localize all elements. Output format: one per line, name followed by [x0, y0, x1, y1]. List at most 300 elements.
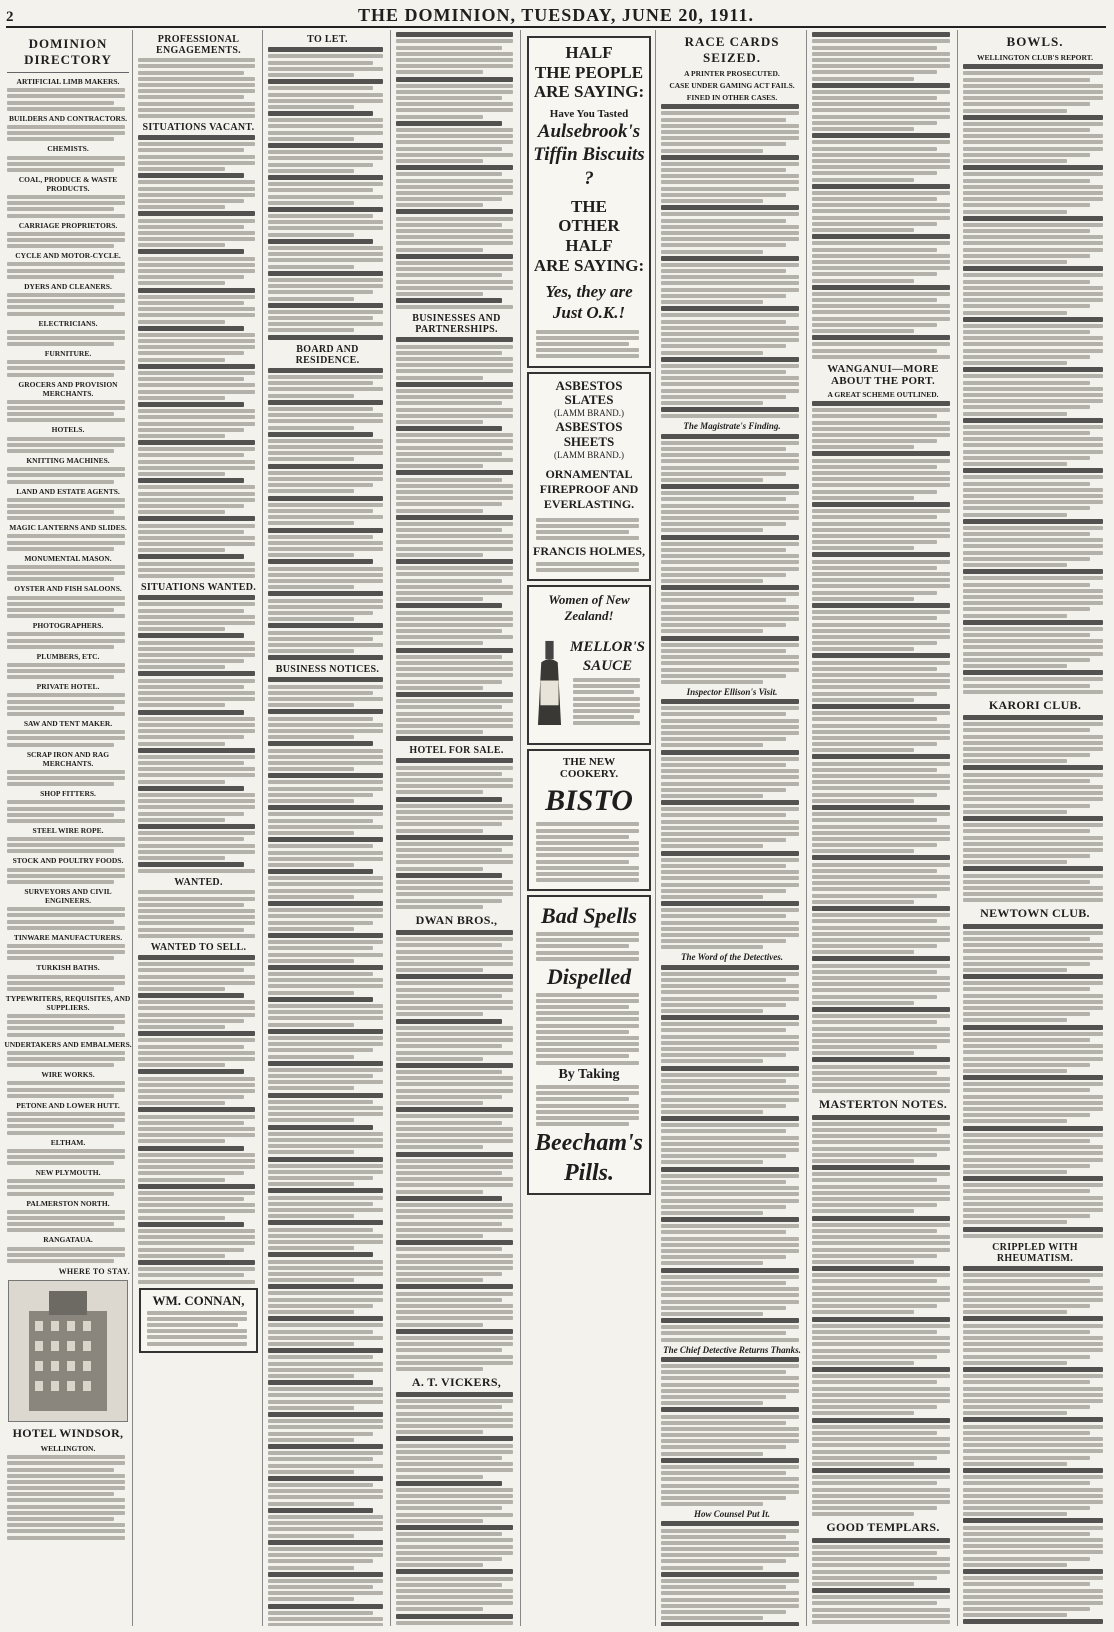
text-line — [396, 1304, 513, 1308]
text-line — [138, 837, 244, 841]
text-line — [661, 914, 786, 918]
text-line — [138, 703, 225, 707]
text-line — [268, 528, 383, 533]
text-line — [661, 516, 799, 520]
text-line — [396, 566, 513, 570]
text-line — [268, 297, 354, 301]
text-line — [268, 1298, 383, 1302]
text-line — [268, 477, 383, 481]
text-line — [138, 1083, 255, 1087]
text-line — [963, 1613, 1067, 1617]
text-line — [963, 381, 1090, 385]
text-line — [7, 541, 125, 545]
text-line — [268, 991, 354, 995]
text-line — [812, 1506, 937, 1510]
text-line — [138, 167, 225, 171]
text-line — [138, 1184, 255, 1189]
text-line — [396, 1032, 513, 1036]
text-line — [536, 951, 639, 955]
directory-section-heading: STEEL WIRE ROPE. — [32, 825, 104, 835]
text-line — [268, 515, 383, 519]
tiffin-biscuits: Tiffin Biscuits — [533, 144, 645, 166]
text-line — [396, 937, 513, 941]
text-line — [7, 516, 125, 520]
text-line — [138, 562, 255, 566]
text-line — [268, 509, 373, 513]
text-line — [138, 1031, 255, 1036]
text-line — [661, 972, 799, 976]
text-line — [396, 1532, 502, 1536]
text-line — [963, 607, 1090, 611]
text-line — [138, 345, 255, 349]
text-line — [812, 730, 950, 734]
text-line — [396, 1127, 513, 1131]
text-line — [396, 816, 513, 820]
text-line — [396, 641, 483, 645]
text-line — [138, 761, 244, 765]
text-line — [396, 273, 502, 277]
text-line — [138, 981, 255, 985]
text-line — [138, 1077, 255, 1081]
text-line — [7, 547, 114, 551]
text-line — [7, 868, 125, 872]
text-line — [7, 336, 125, 340]
text-line — [396, 102, 513, 106]
text-line — [963, 1279, 1090, 1283]
text-line — [268, 567, 383, 571]
text-line — [7, 101, 114, 105]
text-line — [963, 349, 1103, 353]
text-line — [138, 1051, 255, 1055]
text-line — [268, 978, 383, 982]
text-line — [661, 168, 786, 172]
text-line — [138, 1127, 255, 1131]
text-line — [661, 1610, 786, 1614]
text-line — [963, 810, 1067, 814]
text-line — [812, 774, 950, 778]
text-line — [396, 1114, 513, 1118]
text-line — [963, 1025, 1103, 1030]
text-line — [268, 1451, 383, 1455]
text-line — [268, 735, 354, 739]
text-line — [812, 970, 937, 974]
text-line — [268, 1055, 354, 1059]
text-line — [268, 1336, 383, 1340]
text-line — [268, 1604, 383, 1609]
text-line — [268, 697, 383, 701]
text-line — [138, 199, 244, 203]
text-line — [963, 1202, 1103, 1206]
text-line — [396, 880, 513, 884]
text-line — [396, 490, 513, 494]
text-line — [7, 1455, 125, 1459]
text-line — [268, 709, 383, 714]
text-line — [396, 1418, 513, 1422]
text-line — [661, 921, 799, 925]
text-line — [396, 1145, 483, 1149]
text-line — [396, 401, 502, 405]
text-line — [396, 1026, 513, 1030]
text-line — [138, 377, 244, 381]
text-line — [138, 249, 244, 254]
text-line — [963, 1488, 1103, 1492]
hotel-town: WELLINGTON. — [40, 1443, 96, 1453]
text-line — [268, 93, 383, 97]
text-line — [268, 1029, 383, 1034]
text-line — [268, 946, 373, 950]
text-line — [138, 326, 244, 331]
text-line — [7, 956, 114, 960]
text-line — [268, 79, 383, 84]
text-line — [396, 867, 483, 871]
directory-section-heading: GROCERS AND PROVISION MERCHANTS. — [18, 379, 118, 398]
text-line — [268, 47, 383, 52]
text-line — [661, 414, 799, 418]
text-line — [812, 502, 950, 507]
text-line — [963, 886, 1103, 890]
text-line — [7, 843, 125, 847]
text-line — [661, 1331, 786, 1335]
text-line — [661, 1604, 799, 1608]
text-line — [963, 513, 1067, 517]
text-line — [138, 89, 255, 93]
text-line — [812, 641, 937, 645]
text-line — [963, 551, 1103, 555]
text-line — [812, 133, 950, 138]
text-line — [661, 504, 799, 508]
text-line — [396, 1063, 513, 1068]
page-number: 2 — [6, 9, 14, 25]
text-line — [963, 866, 1103, 871]
text-line — [963, 1113, 1090, 1117]
text-line — [661, 162, 799, 166]
text-line — [7, 1222, 114, 1226]
asbestos-sheets: ASBESTOS SHEETS — [555, 418, 623, 449]
text-line — [661, 883, 799, 887]
text-line — [7, 366, 125, 370]
text-line — [268, 643, 383, 647]
text-line — [963, 1063, 1090, 1067]
text-line — [963, 645, 1103, 649]
text-line — [138, 1178, 225, 1182]
text-line — [138, 1019, 244, 1023]
text-line — [661, 1395, 786, 1399]
text-line — [661, 712, 786, 716]
text-line — [268, 220, 383, 224]
text-line — [396, 458, 513, 462]
dispelled: Dispelled — [546, 963, 632, 989]
text-line — [268, 1182, 354, 1186]
text-line — [812, 102, 950, 106]
text-line — [963, 1462, 1067, 1466]
text-line — [661, 459, 799, 463]
text-line — [536, 872, 639, 876]
text-line — [268, 655, 383, 660]
text-line — [661, 813, 786, 817]
text-line — [661, 1471, 786, 1475]
directory-section-heading: UNDERTAKERS AND EMBALMERS. — [4, 1039, 132, 1049]
chief-detective-thanks: The Chief Detective Returns Thanks. — [663, 1344, 801, 1355]
text-line — [812, 995, 937, 999]
text-line — [661, 136, 799, 140]
text-line — [661, 1047, 799, 1051]
text-line — [661, 1616, 763, 1620]
text-line — [268, 605, 383, 609]
text-line — [536, 336, 639, 340]
text-line — [396, 572, 513, 576]
text-line — [138, 723, 255, 727]
text-line — [138, 1057, 255, 1061]
text-line — [268, 1228, 373, 1232]
text-line — [661, 1243, 799, 1247]
text-line — [963, 172, 1103, 176]
text-line — [963, 557, 1090, 561]
bisto-brand: BISTO — [545, 783, 633, 817]
text-line — [661, 320, 786, 324]
text-line — [812, 1349, 950, 1353]
directory-section-heading: DYERS AND CLEANERS. — [24, 281, 112, 291]
text-line — [812, 534, 950, 538]
text-line — [963, 1310, 1067, 1314]
text-line — [661, 1598, 799, 1602]
text-line — [396, 32, 513, 37]
text-line — [396, 1012, 483, 1016]
text-line — [268, 1400, 383, 1404]
text-line — [963, 286, 1103, 290]
text-line — [138, 243, 225, 247]
text-line — [138, 903, 244, 907]
text-line — [812, 46, 937, 50]
text-line — [7, 950, 125, 954]
text-line — [963, 601, 1103, 605]
text-line — [661, 1199, 799, 1203]
text-line — [963, 1069, 1067, 1073]
text-line — [7, 262, 125, 266]
text-line — [812, 546, 914, 550]
directory-section-heading: OYSTER AND FISH SALOONS. — [14, 584, 122, 594]
text-line — [396, 1316, 513, 1320]
text-line — [268, 1036, 383, 1040]
text-line — [812, 900, 914, 904]
text-line — [396, 1500, 513, 1504]
text-line — [138, 773, 255, 777]
connan-advertisement — [139, 1288, 258, 1353]
text-line — [963, 1139, 1090, 1143]
text-line — [661, 1192, 799, 1196]
text-line — [812, 121, 937, 125]
text-line — [812, 203, 950, 207]
text-line — [138, 211, 255, 216]
text-line — [138, 595, 255, 600]
text-line — [7, 269, 125, 273]
text-line — [661, 1142, 799, 1146]
text-line — [396, 692, 513, 697]
text-line — [812, 780, 950, 784]
text-line — [963, 1544, 1103, 1548]
text-line — [536, 993, 639, 997]
text-line — [138, 402, 244, 407]
text-line — [661, 199, 763, 203]
text-line — [7, 293, 125, 297]
text-line — [7, 736, 125, 740]
text-line — [812, 919, 937, 923]
text-line — [963, 1380, 1090, 1384]
text-line — [7, 1228, 125, 1232]
text-line — [812, 591, 937, 595]
text-line — [268, 73, 354, 77]
text-line — [138, 685, 244, 689]
text-line — [138, 602, 255, 606]
directory-section-heading: LAND AND ESTATE AGENTS. — [16, 486, 120, 496]
text-line — [963, 968, 1067, 972]
text-line — [812, 736, 950, 740]
text-line — [138, 281, 225, 285]
text-line — [396, 1292, 513, 1296]
text-line — [812, 1014, 950, 1018]
text-line — [396, 705, 502, 709]
text-line — [812, 926, 950, 930]
text-line — [396, 1006, 513, 1010]
text-line — [138, 275, 244, 279]
text-line — [268, 471, 383, 475]
text-line — [661, 1085, 799, 1089]
column-race-cards — [658, 30, 807, 1626]
text-line — [138, 180, 255, 184]
text-line — [7, 480, 114, 484]
text-line — [138, 805, 255, 809]
text-line — [268, 1042, 383, 1046]
text-line — [963, 538, 1103, 542]
text-line — [661, 820, 799, 824]
text-line — [396, 822, 502, 826]
text-line — [7, 238, 125, 242]
text-line — [812, 222, 937, 226]
text-line — [396, 772, 502, 776]
text-line — [661, 1123, 799, 1127]
text-line — [661, 313, 799, 317]
text-line — [268, 869, 373, 874]
hotel-name: HOTEL WINDSOR, — [12, 1425, 124, 1440]
text-line — [661, 472, 786, 476]
text-line — [812, 459, 950, 463]
text-line — [812, 1216, 950, 1221]
text-line — [396, 1209, 513, 1213]
text-line — [396, 1412, 513, 1416]
text-line — [396, 617, 513, 621]
text-line — [396, 1577, 513, 1581]
text-line — [396, 778, 513, 782]
text-line — [963, 506, 1090, 510]
text-line — [138, 812, 244, 816]
text-line — [963, 494, 1103, 498]
text-line — [661, 788, 786, 792]
text-line — [268, 387, 383, 391]
text-line — [812, 1115, 950, 1120]
text-line — [7, 1131, 125, 1135]
text-line — [812, 260, 950, 264]
text-line — [268, 150, 383, 154]
text-line — [812, 1418, 950, 1423]
text-line — [268, 111, 373, 116]
text-line — [138, 1107, 255, 1112]
new-cookery: THE NEW COOKERY. — [559, 755, 619, 780]
text-line — [963, 741, 1103, 745]
text-line — [963, 1399, 1103, 1403]
directory-section-heading: TURKISH BATHS. — [36, 963, 100, 973]
text-line — [661, 1129, 786, 1133]
text-line — [963, 1006, 1103, 1010]
text-line — [661, 901, 799, 906]
text-line — [396, 1240, 513, 1245]
text-line — [138, 358, 225, 362]
text-line — [963, 722, 1103, 726]
text-line — [812, 1588, 950, 1593]
text-line — [963, 962, 1090, 966]
text-line — [396, 655, 502, 659]
text-line — [573, 709, 640, 713]
text-line — [812, 805, 950, 810]
text-line — [396, 1310, 513, 1314]
text-line — [812, 1051, 914, 1055]
text-line — [661, 763, 786, 767]
text-line — [138, 313, 255, 317]
text-line — [396, 1190, 483, 1194]
text-line — [138, 767, 255, 771]
text-line — [661, 617, 799, 621]
text-line — [396, 363, 513, 367]
text-line — [812, 1128, 937, 1132]
text-line — [396, 389, 513, 393]
text-line — [396, 930, 513, 935]
text-line — [268, 831, 354, 835]
text-line — [812, 471, 950, 475]
directory-section-heading: TINWARE MANUFACTURERS. — [13, 932, 123, 942]
text-line — [138, 1101, 225, 1105]
text-line — [963, 589, 1103, 593]
text-line — [963, 500, 1103, 504]
text-line — [138, 434, 225, 438]
text-line — [268, 439, 383, 443]
text-line — [138, 447, 255, 451]
text-line — [396, 1583, 502, 1587]
text-line — [812, 584, 950, 588]
text-line — [812, 1324, 950, 1328]
text-line — [812, 698, 914, 702]
text-line — [812, 881, 950, 885]
text-line — [661, 674, 786, 678]
text-line — [138, 510, 225, 514]
text-line — [963, 1044, 1103, 1048]
text-line — [268, 959, 354, 963]
text-line — [138, 665, 225, 669]
text-line — [268, 637, 373, 641]
text-line — [268, 188, 373, 192]
text-line — [812, 1310, 914, 1314]
text-line — [268, 368, 383, 373]
text-line — [812, 115, 950, 119]
text-line — [7, 360, 125, 364]
text-line — [138, 1133, 255, 1137]
karori-heading: KARORI CLUB. — [988, 697, 1082, 712]
text-line — [963, 994, 1103, 998]
text-line — [573, 690, 634, 694]
text-line — [963, 1393, 1103, 1397]
text-line — [812, 317, 950, 321]
text-line — [812, 635, 950, 639]
text-line — [661, 1370, 786, 1374]
text-line — [396, 635, 513, 639]
text-line — [661, 1028, 786, 1032]
